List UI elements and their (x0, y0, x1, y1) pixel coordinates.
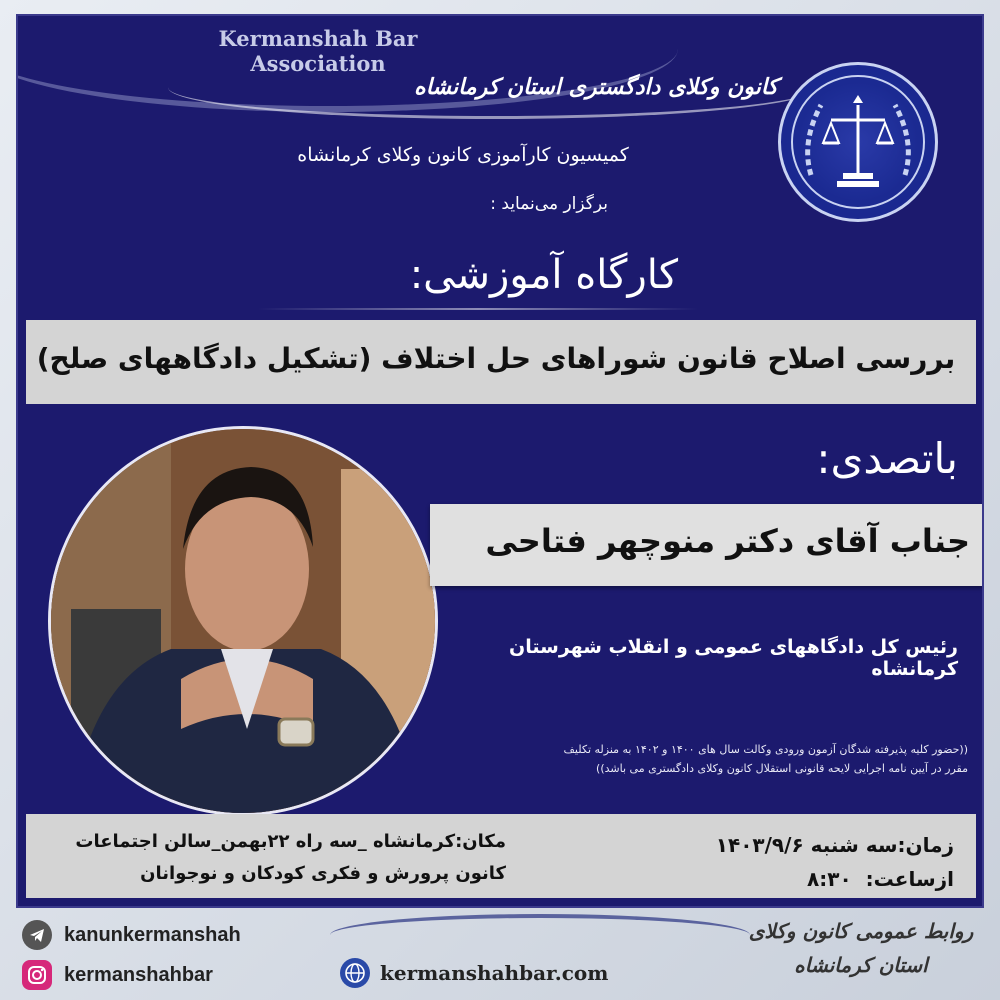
hour-label: ازساعت: (865, 867, 954, 891)
globe-icon (340, 958, 370, 988)
event-date: سه شنبه ۱۴۰۳/۹/۶ (715, 833, 898, 857)
instagram-handle: kermanshahbar (64, 963, 213, 986)
workshop-title-box (26, 320, 976, 404)
public-relations-signature (746, 914, 976, 982)
workshop-title: بررسی اصلاح قانون شوراهای حل اختلاف (تشکیل دادگاههای صلح) (36, 342, 956, 375)
attendance-note-line2: مقرر در آیین نامه اجرایی لایحه قانونی استقلال کانون وکلای دادگستری می باشد)) (596, 762, 968, 775)
schedule-time (654, 828, 954, 896)
instagram-link[interactable] (22, 960, 213, 990)
holds-text: برگزار می‌نماید : (490, 194, 608, 214)
telegram-link[interactable] (22, 920, 241, 950)
attendance-note (438, 740, 968, 778)
presenter-portrait (51, 429, 435, 813)
telegram-icon (22, 920, 52, 950)
relations-line1: روابط عمومی کانون وکلای (748, 919, 974, 943)
association-name-fa: کانون وکلای دادگستری استان کرمانشاه (414, 74, 778, 100)
poster-panel (16, 14, 984, 908)
presenter-label: باتصدی: (816, 434, 958, 483)
place-label: مکان: (455, 831, 506, 852)
instagram-icon (22, 960, 52, 990)
schedule-place (66, 826, 506, 890)
place-line2: کانون پرورش و فکری کودکان و نوجوانان (140, 863, 506, 884)
place-line1: کرمانشاه _سه راه ۲۲بهمن_سالن اجتماعات (75, 831, 456, 852)
bar-association-logo (778, 62, 938, 222)
presenter-name: جناب آقای دکتر منوچهر فتاحی (485, 522, 970, 560)
footer (0, 910, 1000, 1000)
association-name-en: Kermanshah Bar Association (218, 26, 418, 76)
presenter-role: رئیس کل دادگاههای عمومی و انقلاب شهرستان کرمانشاه (509, 636, 958, 680)
time-label: زمان: (897, 833, 954, 857)
relations-line2: استان کرمانشاه (794, 953, 928, 977)
event-hour: ۸:۳۰ (807, 867, 852, 891)
presenter-photo (48, 426, 438, 816)
scales-emblem-icon (781, 65, 935, 219)
website-link[interactable] (340, 958, 608, 988)
divider (258, 308, 698, 310)
telegram-handle: kanunkermanshah (64, 923, 241, 946)
website-url: kermanshahbar.com (380, 961, 609, 985)
commission-text: کمیسیون کارآموزی کانون وکلای کرمانشاه (297, 144, 629, 166)
presenter-name-box (430, 504, 984, 586)
workshop-label: کارگاه آموزشی: (409, 252, 678, 298)
schedule-box (26, 814, 976, 898)
footer-swoosh (330, 914, 750, 956)
attendance-note-line1: ((حضور کلیه پذیرفته شدگان آزمون ورودی وکالت سال های ۱۴۰۰ و ۱۴۰۲ به منزله تکلیف (563, 743, 968, 756)
